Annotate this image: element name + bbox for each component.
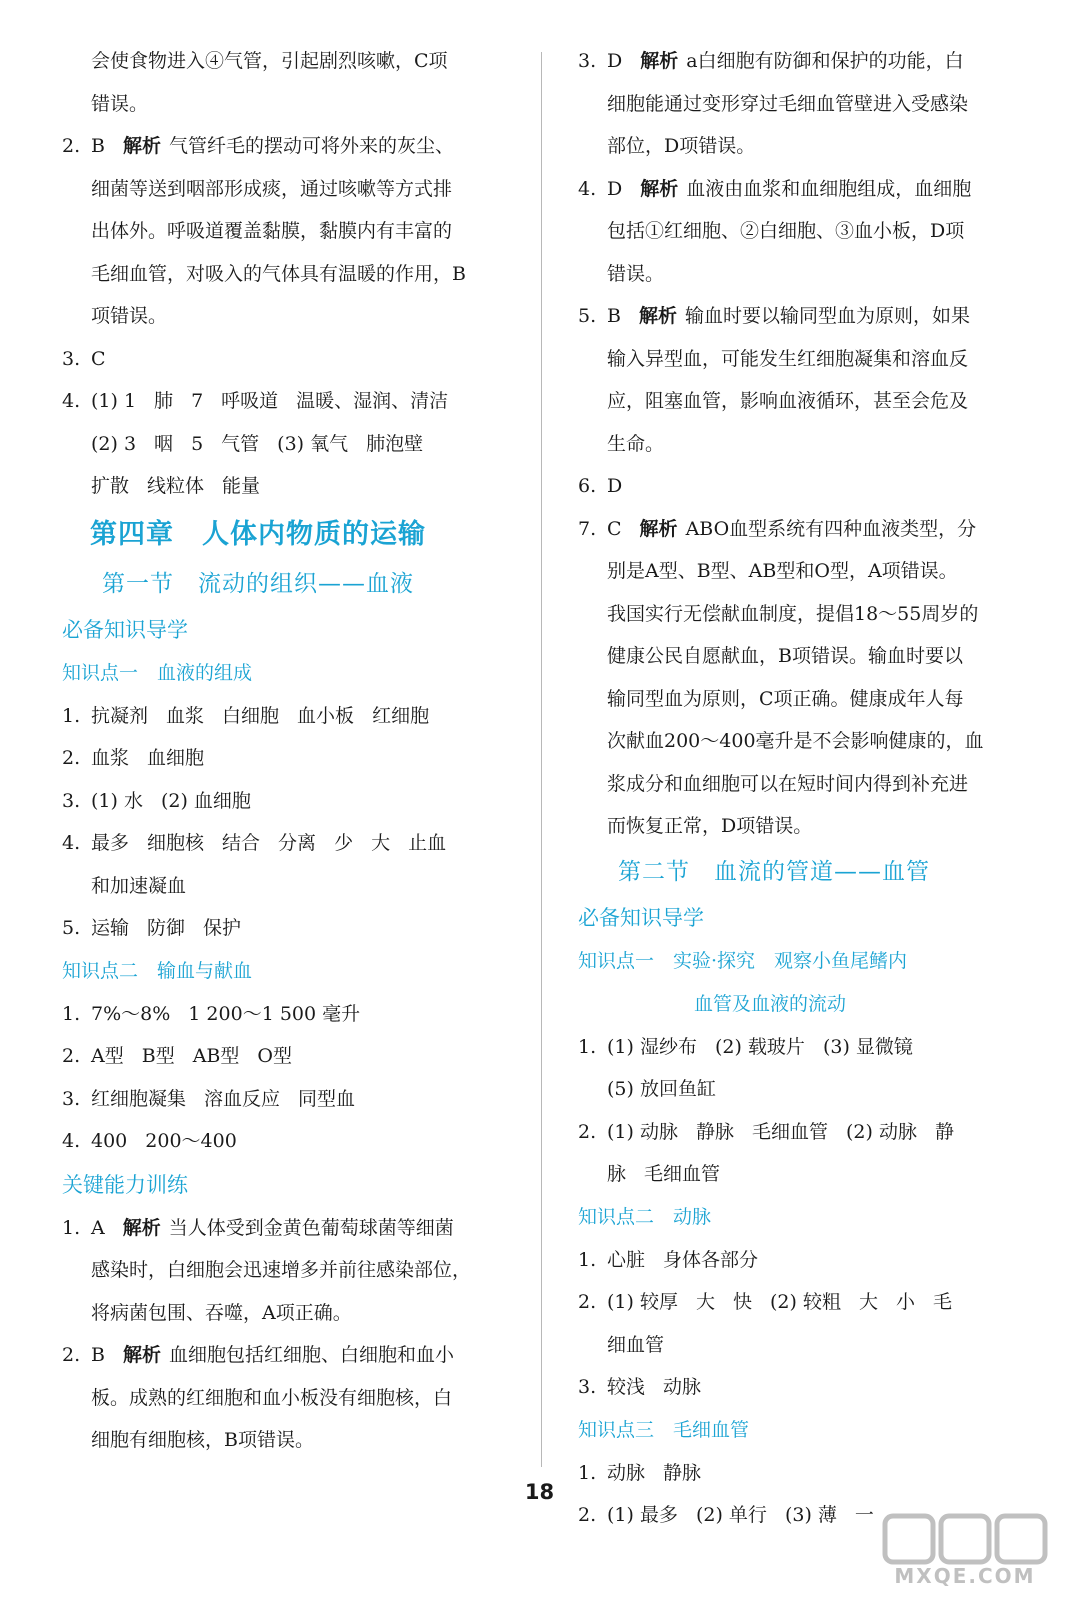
item-number: 1.: [62, 1002, 81, 1025]
answer-letter: C: [91, 347, 106, 370]
knowledge-point-heading: 知识点一 血液的组成: [62, 661, 253, 684]
answer-token: (1) 1: [91, 390, 137, 412]
answer-continuation: [578, 1324, 1028, 1367]
line-text: 而恢复正常，D项错误。: [607, 815, 813, 837]
item-body: [607, 168, 1028, 211]
answer-token: (2) 载玻片: [714, 1035, 805, 1058]
line-text: 别是A型、B型、AB型和O型，A项错误。: [607, 560, 958, 582]
page-number: 18: [524, 1480, 555, 1504]
answer-token: 同型血: [298, 1087, 356, 1110]
analysis-label: 解析: [638, 305, 677, 327]
answer-token: 最多: [91, 832, 130, 854]
item-body: [607, 593, 1028, 636]
answer-token: 红细胞凝集: [91, 1087, 187, 1110]
answer-continuation: [62, 465, 502, 508]
item-body: [91, 1292, 502, 1335]
item-body: [607, 1153, 1028, 1196]
answer-token: 200～400: [145, 1130, 237, 1152]
answer-token: B型: [141, 1045, 175, 1067]
chapter-title: 第四章 人体内物质的运输: [90, 518, 426, 550]
answer-token: 7%～8%: [91, 1002, 171, 1025]
section-title: 第一节 流动的组织——血液: [102, 570, 414, 597]
answer-token: 气管: [221, 432, 260, 455]
item-body: [91, 210, 502, 253]
item-number: 1.: [62, 704, 81, 727]
answer-item: [578, 508, 1028, 551]
answer-continuation: [578, 210, 1028, 253]
knowledge-point-heading: 知识点二 动脉: [578, 1205, 712, 1228]
answer-letter: C: [607, 517, 622, 540]
answer-token: (5) 放回鱼缸: [607, 1078, 716, 1100]
line-text: 生命。: [607, 432, 665, 455]
item-number: 4.: [578, 177, 597, 200]
answer-token: 动脉: [663, 1376, 702, 1398]
answer-token: 1 200～1 500 毫升: [188, 1002, 361, 1025]
answer-token: 毛细血管: [644, 1163, 721, 1185]
item-number: 3.: [62, 789, 81, 812]
item-body: [607, 253, 1028, 296]
answer-item: [578, 1111, 1028, 1154]
line-text: 包括①红细胞、②白细胞、③血小板，D项: [607, 220, 965, 242]
answer-token: 较浅: [607, 1376, 646, 1398]
answer-continuation: [62, 168, 502, 211]
item-body: [607, 763, 1028, 806]
answer-item: [578, 1366, 1028, 1409]
answer-token: 红细胞: [372, 704, 430, 727]
line-text: 输同型血为原则，C项正确。健康成年人每: [607, 687, 964, 710]
item-number: 4.: [62, 390, 81, 412]
answer-continuation: [578, 125, 1028, 168]
answer-token: 线粒体: [147, 475, 205, 497]
answer-continuation: [578, 1068, 1028, 1111]
item-body: [91, 865, 502, 908]
item-number: 2.: [578, 1120, 597, 1143]
item-body: [91, 1078, 502, 1121]
item-body: [91, 1334, 502, 1377]
answer-continuation: [62, 83, 502, 126]
item-number: 4.: [62, 1130, 81, 1152]
item-body: [91, 253, 502, 296]
answer-token: 毛细血管: [751, 1120, 828, 1143]
block-heading: 必备知识导学: [578, 905, 704, 930]
answer-item: [62, 1207, 502, 1250]
item-body: [91, 83, 502, 126]
line-text: 会使食物进入④气管，引起剧烈咳嗽，C项: [91, 50, 448, 72]
left-column: [62, 40, 502, 1462]
item-number: 7.: [578, 517, 597, 540]
answer-token: 身体各部分: [663, 1248, 759, 1271]
item-body: [607, 550, 1028, 593]
answer-token: 400: [91, 1130, 128, 1152]
answer-token: 毛: [933, 1291, 953, 1313]
answer-item: [62, 380, 502, 423]
knowledge-point-heading: 知识点一 实验·探究 观察小鱼尾鳍内: [578, 949, 908, 972]
item-body: [607, 678, 1028, 721]
analysis-text: ABO血型系统有四种血液类型，分: [685, 517, 977, 540]
answer-token: 防御: [147, 917, 186, 939]
answer-continuation: [578, 380, 1028, 423]
item-number: 3.: [62, 1087, 81, 1110]
answer-token: 温暖、湿润、清洁: [296, 390, 449, 412]
knowledge-point-heading: 知识点三 毛细血管: [578, 1418, 750, 1441]
answer-token: AB型: [192, 1045, 240, 1067]
answer-item: [578, 465, 1028, 508]
answer-token: A型: [91, 1045, 124, 1067]
item-body: [91, 1419, 502, 1462]
answer-token: (3) 氧气: [277, 432, 349, 455]
item-number: 2.: [62, 1045, 81, 1067]
answer-token: 7: [191, 390, 204, 412]
answer-item: [578, 40, 1028, 83]
answer-continuation: [578, 253, 1028, 296]
answer-letter: B: [607, 305, 621, 327]
line-text: 毛细血管，对吸入的气体具有温暖的作用，B: [91, 262, 466, 285]
item-body: [91, 737, 502, 780]
answer-token: (2) 3: [91, 432, 137, 455]
item-body: [607, 465, 1028, 508]
item-number: 1.: [578, 1461, 597, 1484]
answer-continuation: [62, 253, 502, 296]
answer-token: (1) 最多: [607, 1504, 678, 1526]
answer-token: 静: [934, 1120, 954, 1143]
answer-token: (2) 单行: [695, 1504, 767, 1526]
item-number: 1.: [578, 1248, 597, 1271]
item-body: [607, 423, 1028, 466]
analysis-label: 解析: [122, 1216, 161, 1239]
analysis-text: 当人体受到金黄色葡萄球菌等细菌: [168, 1216, 454, 1239]
item-body: [607, 1324, 1028, 1367]
answer-item: [578, 168, 1028, 211]
answer-token: (1) 水: [91, 789, 143, 812]
answer-continuation: [578, 720, 1028, 763]
answer-continuation: [62, 865, 502, 908]
item-body: [91, 1377, 502, 1420]
answer-letter: A: [91, 1216, 105, 1239]
item-body: [607, 338, 1028, 381]
answer-token: 血小板: [297, 704, 355, 727]
item-body: [607, 1366, 1028, 1409]
analysis-label: 解析: [640, 50, 679, 72]
answer-item: [578, 295, 1028, 338]
answer-continuation: [62, 1377, 502, 1420]
line-text: 细菌等送到咽部形成痰，通过咳嗽等方式排: [91, 177, 453, 200]
item-body: [607, 1239, 1028, 1282]
answer-token: 肺: [154, 390, 174, 412]
answer-item: [62, 907, 502, 950]
analysis-label: 解析: [122, 135, 161, 157]
answer-item: [62, 780, 502, 823]
answer-token: 脉: [607, 1163, 627, 1185]
answer-token: 一: [854, 1504, 874, 1526]
answer-token: (1) 动脉: [607, 1120, 678, 1143]
item-body: [91, 338, 502, 381]
answer-token: 溶血反应: [204, 1087, 281, 1110]
block-heading: 必备知识导学: [62, 617, 188, 642]
item-body: [607, 635, 1028, 678]
item-number: 5.: [578, 305, 597, 327]
section-title: 第二节 血流的管道——血管: [618, 858, 930, 885]
answer-token: (2) 较粗: [770, 1291, 841, 1313]
answer-token: 血浆: [91, 747, 130, 769]
answer-item: [62, 1334, 502, 1377]
line-text: 次献血200～400毫升是不会影响健康的，血: [607, 730, 984, 752]
answer-token: (1) 较厚: [607, 1291, 678, 1313]
answer-token: 肺泡壁: [366, 432, 424, 455]
line-text: 健康公民自愿献血，B项错误。输血时要以: [607, 645, 963, 667]
item-body: [91, 1120, 502, 1163]
answer-continuation: [62, 1249, 502, 1292]
item-body: [607, 1281, 1028, 1324]
answer-continuation: [62, 1419, 502, 1462]
analysis-label: 解析: [639, 517, 678, 540]
item-body: [91, 993, 502, 1036]
item-number: 1.: [62, 1216, 81, 1239]
item-body: [91, 168, 502, 211]
item-body: [91, 695, 502, 738]
item-number: 3.: [62, 347, 81, 370]
line-text: 我国实行无偿献血制度，提倡18～55周岁的: [607, 602, 979, 625]
item-number: 3.: [578, 50, 597, 72]
answer-token: 和加速凝血: [91, 874, 187, 897]
line-text: 细胞有细胞核，B项错误。: [91, 1429, 314, 1451]
item-body: [607, 1026, 1028, 1069]
item-number: 2.: [62, 747, 81, 769]
answer-token: (2) 动脉: [846, 1120, 917, 1143]
answer-token: 呼吸道: [221, 390, 279, 412]
answer-token: 心脏: [607, 1248, 646, 1271]
answer-item: [62, 1078, 502, 1121]
item-body: [91, 465, 502, 508]
knowledge-point-heading: 血管及血液的流动: [694, 992, 847, 1015]
answer-item: [62, 338, 502, 381]
answer-item: [62, 993, 502, 1036]
answer-token: 运输: [91, 917, 130, 939]
item-number: 4.: [62, 832, 81, 854]
answer-continuation: [578, 678, 1028, 721]
answer-continuation: [62, 210, 502, 253]
analysis-text: 血细胞包括红细胞、白细胞和血小: [168, 1344, 454, 1366]
item-body: [91, 125, 502, 168]
answer-token: 小: [895, 1291, 915, 1313]
answer-item: [578, 1239, 1028, 1282]
line-text: 部位，D项错误。: [607, 135, 756, 157]
answer-item: [578, 1026, 1028, 1069]
answer-continuation: [62, 40, 502, 83]
answer-token: 血细胞: [147, 747, 205, 769]
answer-item: [62, 822, 502, 865]
analysis-label: 解析: [122, 1344, 161, 1366]
item-number: 6.: [578, 475, 597, 497]
answer-continuation: [578, 423, 1028, 466]
item-number: 5.: [62, 917, 81, 939]
item-body: [607, 380, 1028, 423]
analysis-text: a白细胞有防御和保护的功能，白: [686, 50, 964, 72]
answer-token: 大: [695, 1291, 715, 1313]
answer-token: 白细胞: [222, 704, 280, 727]
answer-token: 静脉: [695, 1120, 734, 1143]
answer-token: 扩散: [91, 475, 130, 497]
item-number: 2.: [578, 1504, 597, 1526]
answer-token: (3) 显微镜: [822, 1035, 913, 1058]
answer-continuation: [578, 83, 1028, 126]
item-body: [91, 822, 502, 865]
answer-continuation: [578, 763, 1028, 806]
item-body: [91, 1035, 502, 1078]
answer-token: O型: [257, 1045, 292, 1067]
line-text: 感染时，白细胞会迅速增多并前往感染部位，: [91, 1259, 472, 1281]
answer-letter: D: [607, 177, 623, 200]
answer-token: 大: [858, 1291, 878, 1313]
answer-token: 大: [371, 832, 391, 854]
answer-token: (3) 薄: [784, 1504, 837, 1526]
answer-token: 静脉: [663, 1461, 702, 1484]
line-text: 输入异型血，可能发生红细胞凝集和溶血反: [607, 347, 969, 370]
line-text: 错误。: [91, 92, 149, 115]
right-column: [578, 40, 1028, 1537]
watermark-text: MXQE.COM: [894, 1564, 1036, 1588]
answer-continuation: [578, 550, 1028, 593]
item-body: [91, 295, 502, 338]
answer-letter: B: [91, 135, 105, 157]
answer-token: 能量: [222, 475, 261, 497]
analysis-label: 解析: [640, 177, 679, 200]
item-body: [91, 423, 502, 466]
line-text: 应，阻塞血管，影响血液循环，甚至会危及: [607, 390, 969, 412]
line-text: 细胞能通过变形穿过毛细血管壁进入受感染: [607, 92, 969, 115]
item-body: [91, 1249, 502, 1292]
watermark-logo: [865, 1510, 1065, 1590]
answer-continuation: [578, 593, 1028, 636]
answer-letter: D: [607, 50, 623, 72]
answer-continuation: [578, 635, 1028, 678]
answer-token: 抗凝剂: [91, 704, 149, 727]
analysis-text: 输血时要以输同型血为原则，如果: [684, 305, 970, 327]
item-body: [607, 295, 1028, 338]
answer-token: (2) 血细胞: [160, 789, 251, 812]
answer-continuation: [578, 1153, 1028, 1196]
item-body: [607, 210, 1028, 253]
item-body: [91, 380, 502, 423]
answer-token: 保护: [203, 917, 242, 939]
answer-token: 少: [334, 832, 354, 854]
answer-item: [62, 1035, 502, 1078]
answer-token: 分离: [278, 832, 317, 854]
watermark-glyph-icon: [865, 1510, 1065, 1570]
item-number: 2.: [578, 1291, 597, 1313]
item-body: [607, 720, 1028, 763]
column-divider: [541, 52, 542, 1467]
item-number: 3.: [578, 1376, 597, 1398]
answer-letter: B: [91, 1344, 105, 1366]
item-body: [607, 125, 1028, 168]
line-text: 浆成分和血细胞可以在短时间内得到补充进: [607, 772, 969, 795]
answer-token: 血浆: [166, 704, 205, 727]
block-heading: 关键能力训练: [62, 1172, 188, 1197]
item-body: [607, 805, 1028, 848]
answer-token: 快: [732, 1291, 752, 1313]
answer-letter: D: [607, 475, 623, 497]
item-number: 2.: [62, 135, 81, 157]
knowledge-point-heading: 知识点二 输血与献血: [62, 959, 253, 982]
answer-item: [578, 1281, 1028, 1324]
answer-item: [62, 125, 502, 168]
item-body: [91, 1207, 502, 1250]
answer-token: 细胞核: [147, 832, 205, 854]
line-text: 出体外。呼吸道覆盖黏膜，黏膜内有丰富的: [91, 220, 453, 242]
answer-item: [62, 695, 502, 738]
item-body: [607, 40, 1028, 83]
answer-token: 动脉: [607, 1461, 646, 1484]
answer-token: 咽: [154, 432, 174, 455]
answer-token: 5: [191, 432, 204, 455]
line-text: 板。成熟的红细胞和血小板没有细胞核，白: [91, 1386, 453, 1409]
line-text: 将病菌包围、吞噬，A项正确。: [91, 1301, 352, 1324]
item-number: 2.: [62, 1344, 81, 1366]
item-body: [91, 780, 502, 823]
answer-continuation: [578, 805, 1028, 848]
line-text: 项错误。: [91, 305, 168, 327]
answer-continuation: [62, 295, 502, 338]
answer-item: [62, 1120, 502, 1163]
item-number: 1.: [578, 1035, 597, 1058]
analysis-text: 血液由血浆和血细胞组成，血细胞: [686, 177, 972, 200]
item-body: [91, 907, 502, 950]
answer-token: 细血管: [607, 1333, 665, 1356]
answer-continuation: [62, 1292, 502, 1335]
item-body: [607, 1111, 1028, 1154]
item-body: [607, 508, 1028, 551]
item-body: [607, 1068, 1028, 1111]
answer-continuation: [62, 423, 502, 466]
analysis-text: 气管纤毛的摆动可将外来的灰尘、: [168, 135, 454, 157]
answer-item: [62, 737, 502, 780]
answer-continuation: [578, 338, 1028, 381]
answer-token: (1) 湿纱布: [607, 1035, 697, 1058]
line-text: 错误。: [607, 262, 665, 285]
item-body: [91, 40, 502, 83]
item-body: [607, 83, 1028, 126]
answer-token: 结合: [222, 832, 261, 854]
answer-token: 止血: [408, 832, 447, 854]
